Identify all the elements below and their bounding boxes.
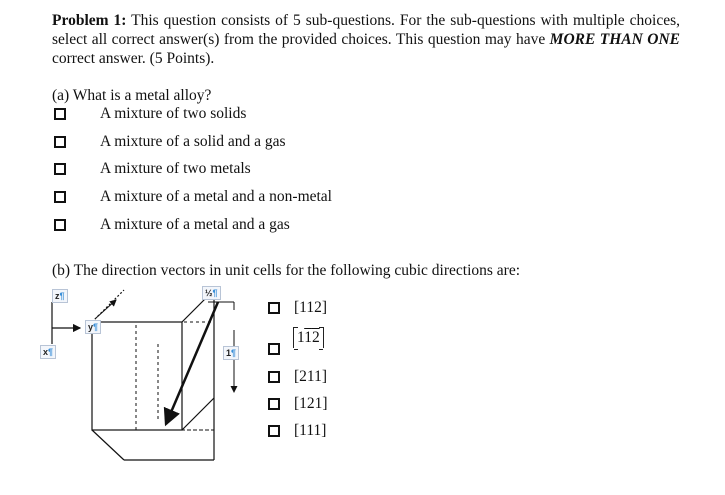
checkbox-a-5[interactable] xyxy=(54,219,66,231)
checkbox-b-2[interactable] xyxy=(268,343,280,355)
option-b-2-digit-2: 1 xyxy=(304,329,312,346)
option-a-2: A mixture of a solid and a gas xyxy=(100,133,286,150)
part-b-question: (b) The direction vectors in unit cells for the following cubic directions are: xyxy=(52,262,521,279)
z-axis-label: z¶ xyxy=(52,289,68,303)
checkbox-b-4[interactable] xyxy=(268,398,280,410)
checkbox-b-1[interactable] xyxy=(268,302,280,314)
option-b-4: [121] xyxy=(294,395,328,412)
checkbox-a-2[interactable] xyxy=(54,136,66,148)
option-a-1: A mixture of two solids xyxy=(100,105,247,122)
option-b-5: [111] xyxy=(294,422,327,439)
problem-emphasis: MORE THAN ONE xyxy=(549,31,680,48)
direction-vector xyxy=(166,302,218,424)
problem-text-1: This question consists of 5 sub-questions. For the sub-questions with multiple choices, select all correct answer(s) from the provided choices. This question may have xyxy=(52,12,680,48)
checkbox-a-3[interactable] xyxy=(54,163,66,175)
option-b-1: [112] xyxy=(294,299,327,316)
problem-intro xyxy=(52,11,680,68)
option-b-2 xyxy=(293,327,324,348)
option-a-5: A mixture of a metal and a gas xyxy=(100,216,290,233)
checkbox-a-1[interactable] xyxy=(54,108,66,120)
checkbox-b-5[interactable] xyxy=(268,425,280,437)
problem-label: Problem 1: xyxy=(52,12,127,29)
checkbox-b-3[interactable] xyxy=(268,371,280,383)
option-b-3: [211] xyxy=(294,368,327,385)
y-axis-label: y¶ xyxy=(85,320,101,334)
option-b-2-digit-1: 1 xyxy=(297,329,305,346)
problem-text-2: correct answer. (5 Points). xyxy=(52,50,215,67)
one-label: 1¶ xyxy=(223,346,239,360)
half-label: ½¶ xyxy=(202,286,221,300)
checkbox-a-4[interactable] xyxy=(54,191,66,203)
cube-front-face xyxy=(92,322,182,430)
option-a-3: A mixture of two metals xyxy=(100,160,251,177)
unit-cell-figure xyxy=(38,282,258,472)
option-a-4: A mixture of a metal and a non-metal xyxy=(100,188,332,205)
part-a-question: (a) What is a metal alloy? xyxy=(52,87,212,104)
option-b-2-digit-3: 2 xyxy=(311,329,320,346)
x-axis-label: x¶ xyxy=(40,345,56,359)
